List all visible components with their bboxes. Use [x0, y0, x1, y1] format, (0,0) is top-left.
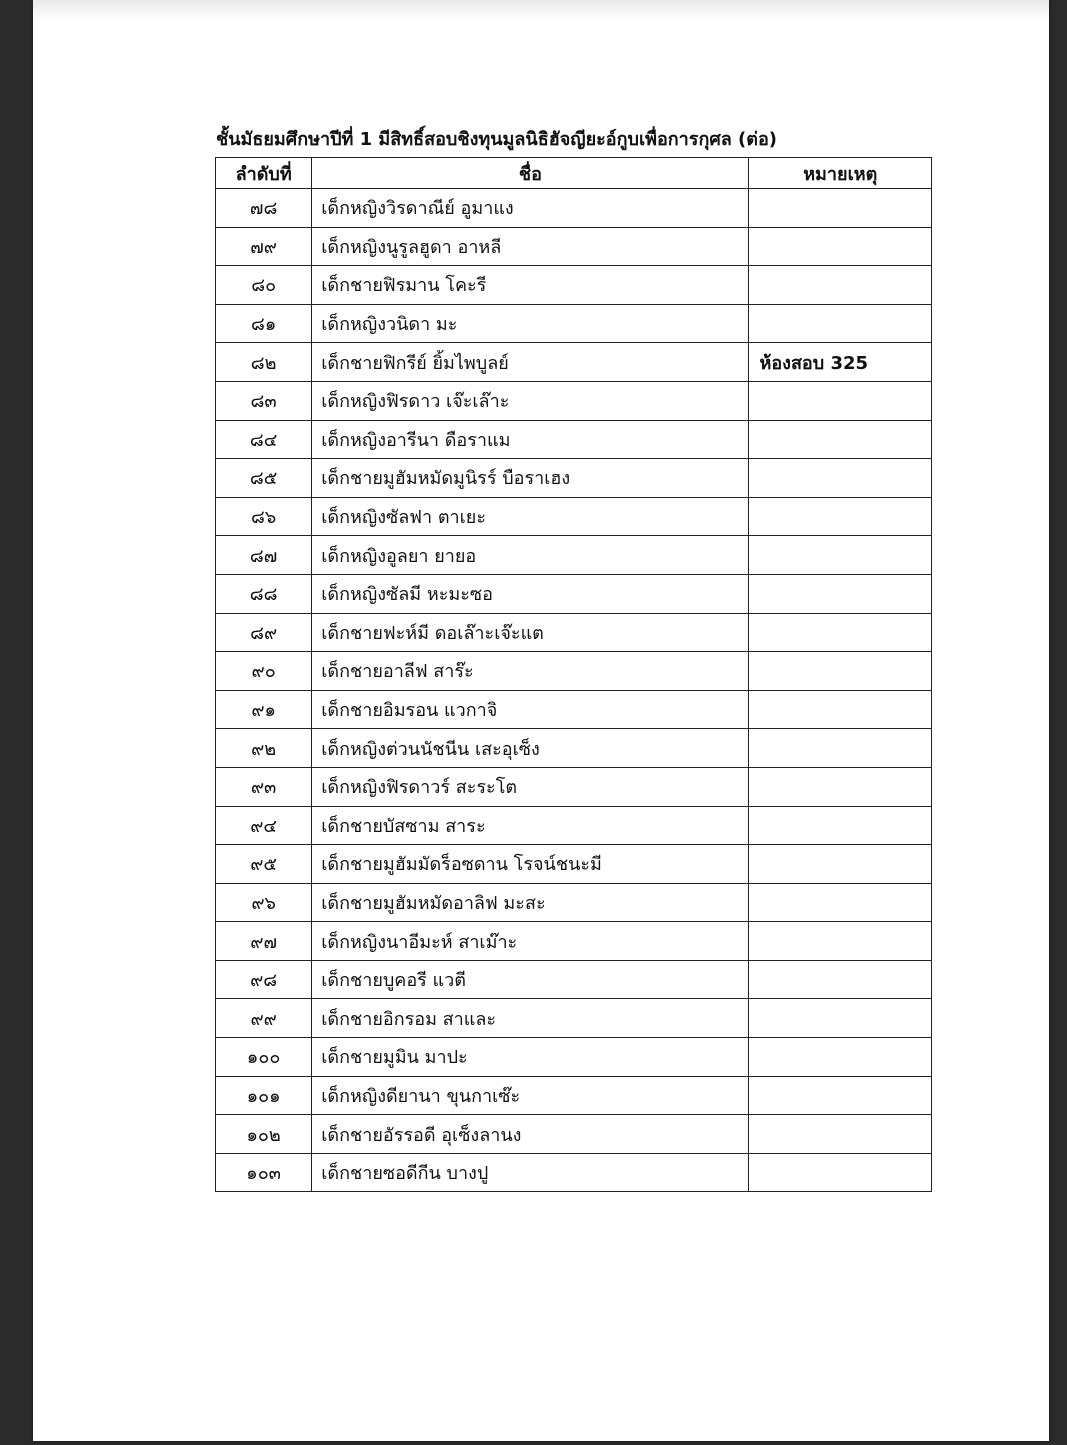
row-number: ๙๑	[216, 690, 312, 729]
row-number: ๙๘	[216, 960, 312, 999]
student-name: เด็กหญิงซัลฟา ตาเยะ	[312, 497, 749, 536]
student-name: เด็กชายอิมรอน แวกาจิ	[312, 690, 749, 729]
row-number: ๘๐	[216, 266, 312, 305]
row-remark	[749, 266, 932, 305]
student-name: เด็กชายบูคอรี แวตี	[312, 960, 749, 999]
row-remark	[749, 1115, 932, 1154]
row-remark	[749, 845, 932, 884]
student-name: เด็กหญิงนูรูลฮูดา อาหลี	[312, 227, 749, 266]
row-number: ๘๖	[216, 497, 312, 536]
row-number: ๙๔	[216, 806, 312, 845]
table-row	[216, 652, 932, 691]
row-number: ๘๘	[216, 574, 312, 613]
table-header-row	[216, 158, 932, 189]
table-row	[216, 690, 932, 729]
row-number: ๙๓	[216, 767, 312, 806]
table-row	[216, 767, 932, 806]
row-remark	[749, 304, 932, 343]
row-remark	[749, 381, 932, 420]
row-remark: ห้องสอบ 325	[749, 343, 932, 382]
row-number: ๘๑	[216, 304, 312, 343]
table-row	[216, 227, 932, 266]
table-row	[216, 922, 932, 961]
row-number: ๑๐๑	[216, 1076, 312, 1115]
student-name: เด็กหญิงอูลยา ยายอ	[312, 536, 749, 575]
student-name: เด็กชายมูฮัมมัดร็อซดาน โรจน์ชนะมี	[312, 845, 749, 884]
column-header-name: ชื่อ	[312, 158, 749, 189]
student-name: เด็กชายบัสซาม สาระ	[312, 806, 749, 845]
row-remark	[749, 189, 932, 228]
table-row	[216, 266, 932, 305]
table-row	[216, 960, 932, 999]
row-remark	[749, 1038, 932, 1077]
table-row	[216, 536, 932, 575]
table-row	[216, 420, 932, 459]
row-remark	[749, 922, 932, 961]
row-number: ๙๐	[216, 652, 312, 691]
student-name: เด็กหญิงนาอีมะห์ สาเม๊าะ	[312, 922, 749, 961]
student-name: เด็กหญิงฟิรดาว เจ๊ะเล๊าะ	[312, 381, 749, 420]
table-row	[216, 1076, 932, 1115]
table-row	[216, 883, 932, 922]
table-row	[216, 343, 932, 382]
row-number: ๑๐๐	[216, 1038, 312, 1077]
row-number: ๙๖	[216, 883, 312, 922]
row-number: ๙๕	[216, 845, 312, 884]
table-row	[216, 1153, 932, 1192]
row-number: ๘๒	[216, 343, 312, 382]
table-row	[216, 999, 932, 1038]
row-remark	[749, 459, 932, 498]
row-remark	[749, 497, 932, 536]
row-remark	[749, 1076, 932, 1115]
row-number: ๘๓	[216, 381, 312, 420]
row-remark	[749, 652, 932, 691]
row-remark	[749, 690, 932, 729]
row-remark	[749, 536, 932, 575]
table-row	[216, 613, 932, 652]
row-number: ๑๐๒	[216, 1115, 312, 1154]
row-number: ๘๙	[216, 613, 312, 652]
row-number: ๗๘	[216, 189, 312, 228]
student-name: เด็กชายอาลีฟ สาร๊ะ	[312, 652, 749, 691]
row-remark	[749, 613, 932, 652]
page-top-shadow	[33, 0, 1049, 22]
table-row	[216, 189, 932, 228]
row-number: ๘๗	[216, 536, 312, 575]
row-remark	[749, 960, 932, 999]
student-name: เด็กหญิงซัลมี หะมะซอ	[312, 574, 749, 613]
student-name: เด็กชายอัรรอดี อุเซ็งลานง	[312, 1115, 749, 1154]
student-name: เด็กชายซอดีกีน บางปู	[312, 1153, 749, 1192]
student-name: เด็กหญิงอารีนา ดือราแม	[312, 420, 749, 459]
row-remark	[749, 806, 932, 845]
row-number: ๙๙	[216, 999, 312, 1038]
column-header-number: ลำดับที่	[216, 158, 312, 189]
student-list-table	[215, 157, 932, 1192]
table-row	[216, 1115, 932, 1154]
row-remark	[749, 227, 932, 266]
row-remark	[749, 729, 932, 768]
student-name: เด็กชายมูฮัมหมัดอาลิฟ มะสะ	[312, 883, 749, 922]
table-row	[216, 304, 932, 343]
student-name: เด็กหญิงวิรดาณีย์ อูมาแง	[312, 189, 749, 228]
row-number: ๘๕	[216, 459, 312, 498]
row-remark	[749, 767, 932, 806]
row-remark	[749, 883, 932, 922]
student-name: เด็กชายฟิกรีย์ ยิ้มไพบูลย์	[312, 343, 749, 382]
column-header-remark: หมายเหตุ	[749, 158, 932, 189]
row-remark	[749, 574, 932, 613]
table-row	[216, 806, 932, 845]
student-name: เด็กหญิงดียานา ขุนกาเซ๊ะ	[312, 1076, 749, 1115]
row-remark	[749, 1153, 932, 1192]
document-page	[33, 0, 1049, 1441]
row-number: ๑๐๓	[216, 1153, 312, 1192]
table-row	[216, 1038, 932, 1077]
student-name: เด็กหญิงวนิดา มะ	[312, 304, 749, 343]
student-name: เด็กหญิงฟิรดาวร์ สะระโต	[312, 767, 749, 806]
student-name: เด็กชายอิกรอม สาและ	[312, 999, 749, 1038]
student-name: เด็กชายฟิรมาน โคะรี	[312, 266, 749, 305]
row-number: ๙๗	[216, 922, 312, 961]
student-name: เด็กชายมูฮัมหมัดมูนิรร์ บือราเฮง	[312, 459, 749, 498]
table-row	[216, 459, 932, 498]
table-row	[216, 574, 932, 613]
row-number: ๗๙	[216, 227, 312, 266]
table-row	[216, 497, 932, 536]
student-name: เด็กชายมูมิน มาปะ	[312, 1038, 749, 1077]
row-remark	[749, 420, 932, 459]
row-number: ๙๒	[216, 729, 312, 768]
row-number: ๘๔	[216, 420, 312, 459]
row-remark	[749, 999, 932, 1038]
document-title: ชั้นมัธยมศึกษาปีที่ 1 มีสิทธิ์สอบชิงทุนมูลนิธิฮัจญียะอ์กูบเพื่อการกุศล (ต่อ)	[216, 129, 778, 150]
table-row	[216, 729, 932, 768]
student-name: เด็กหญิงต่วนนัชนีน เสะอุเซ็ง	[312, 729, 749, 768]
table-row	[216, 845, 932, 884]
table-row	[216, 381, 932, 420]
student-name: เด็กชายฟะห์มี ดอเล๊าะเจ๊ะแต	[312, 613, 749, 652]
